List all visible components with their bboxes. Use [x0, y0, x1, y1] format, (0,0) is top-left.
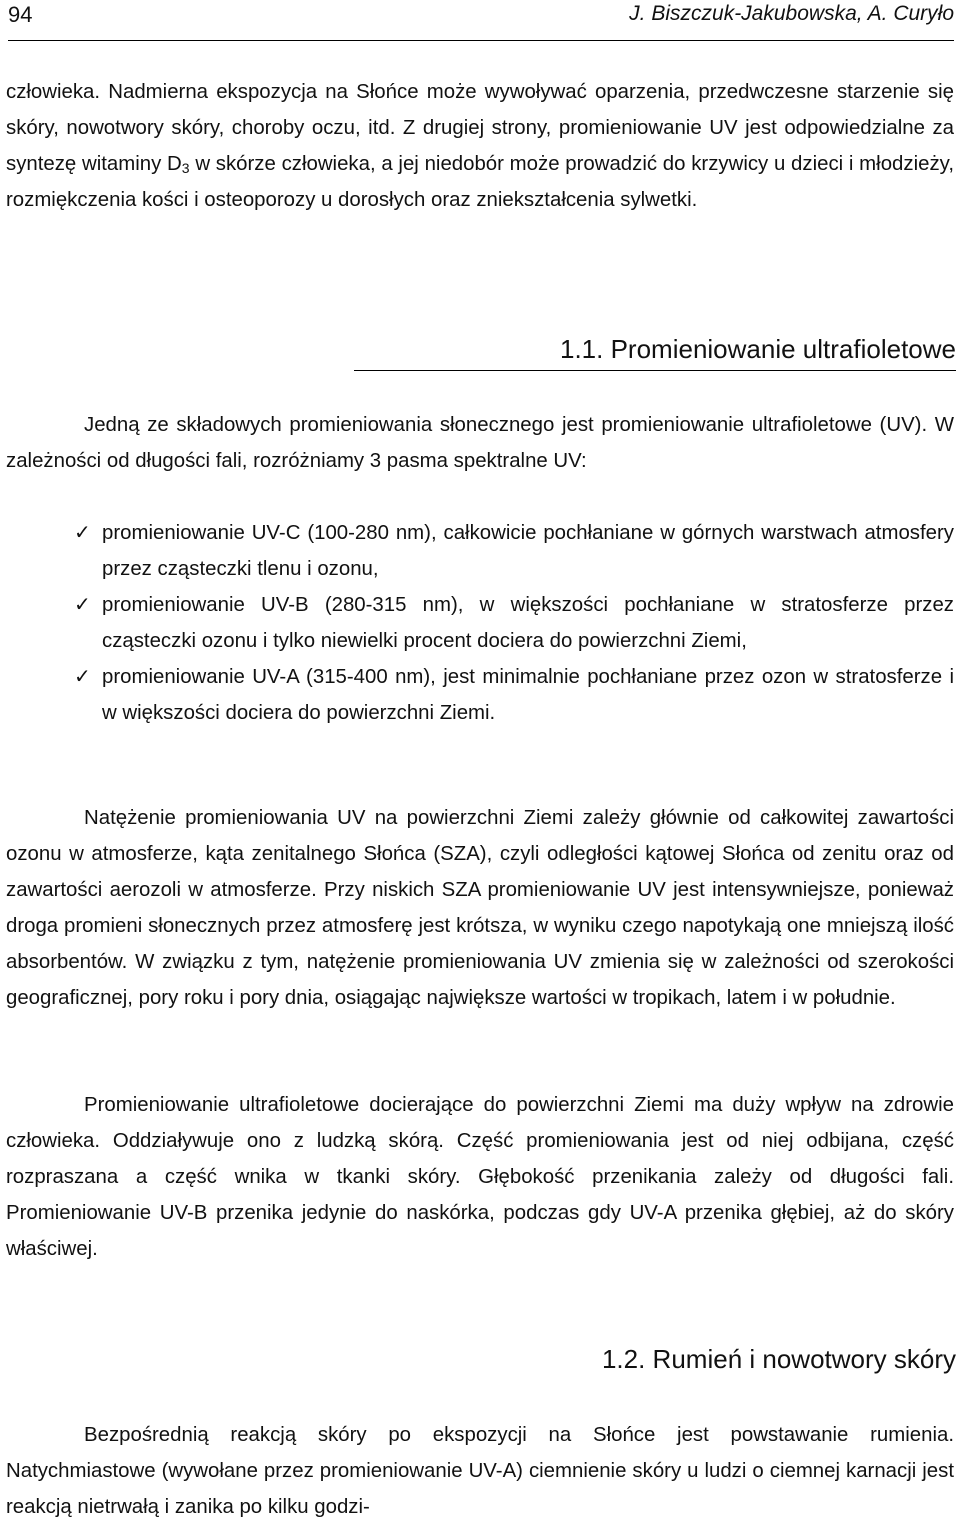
checkmark-icon: ✓ [74, 666, 91, 688]
section-1-2-heading: 1.2. Rumień i nowotwory skóry [601, 1344, 956, 1374]
vitamin-d-subscript: 3 [181, 160, 190, 176]
list-item-text: promieniowanie UV-A (315-400 nm), jest minimalnie pochłaniane przez ozon w stratosferze i w większości dociera do powierzchni Ziemi. [102, 666, 954, 724]
section-1-2-heading-block [602, 1342, 956, 1376]
section-1-1-heading: 1.1. Promieniowanie ultrafioletowe [560, 334, 956, 364]
list-item-uv-b [74, 587, 954, 659]
section-1-2-paragraph-1: Bezpośrednią reakcją skóry po ekspozycji na Słońce jest powstawanie rumienia. Natychmiastowe (wywołane przez promieniowanie UV-A) ciemnienie skóry u ludzi o ciemnej karnacji jest reakcją nietrwałą i zanika po kilku godzi- [6, 1424, 954, 1518]
list-item-uv-a [74, 659, 954, 731]
intro-text-part-1: człowieka. Nadmierna ekspozycja na Słońce może wywoływać oparzenia, przedwczesne starzenie się skóry, nowotwory skóry, choroby oczu, itd. Z drugiej strony, promieniowanie UV jest odpowiedzialne za syntezę witaminy D [6, 81, 954, 175]
checkmark-icon: ✓ [74, 594, 91, 616]
section-1-1-paragraph-2: Natężenie promieniowania UV na powierzchni Ziemi zależy głównie od całkowitej zawartości ozonu w atmosferze, kąta zenitalnego Słońca (SZA), czyli odległości kątowej Słońca od zenitu oraz od zawartości aerozoli w atmosferze. Przy niskich SZA promieniowanie UV jest intensywniejsze, ponieważ droga promieni słonecznych przez atmosferę jest krótsza, w wyniku czego napotykają one mniejszą ilość absorbentów. W związku z tym, natężenie promieniowania UV zmienia się w zależności od szerokości geograficznej, pory roku i pory dnia, osiągając największe wartości w tropikach, latem i w południe. [6, 807, 954, 1009]
intro-text-part-2: w skórze człowieka, a jej niedobór może prowadzić do krzywicy u dzieci i młodzieży, rozmiękczenia kości i osteoporozy u dorosłych oraz zniekształcenia sylwetki. [6, 153, 954, 211]
section-1-1-intro: Jedną ze składowych promieniowania słonecznego jest promieniowanie ultrafioletowe (UV). W zależności od długości fali, rozróżniamy 3 pasma spektralne UV: [6, 414, 954, 472]
checkmark-icon: ✓ [74, 522, 91, 544]
list-item-text: promieniowanie UV-B (280-315 nm), w większości pochłaniane w stratosferze przez cząsteczki ozonu i tylko niewielki procent dociera do powierzchni Ziemi, [102, 594, 954, 652]
list-item-text: promieniowanie UV-C (100-280 nm), całkowicie pochłaniane w górnych warstwach atmosfery przez cząsteczki tlenu i ozonu, [102, 522, 954, 580]
running-head: J. Biszczuk-Jakubowska, A. Curyło [629, 2, 954, 25]
page-header [8, 0, 954, 41]
intro-paragraph [6, 74, 954, 218]
uv-bands-list [74, 515, 954, 731]
list-item-uv-c [74, 515, 954, 587]
section-1-1-paragraph-3: Promieniowanie ultrafioletowe docierające do powierzchni Ziemi ma duży wpływ na zdrowie człowieka. Oddziaływuje ono z ludzką skórą. Część promieniowania jest od niej odbijana, część rozpraszana a część wnika w tkanki skóry. Głębokość przenikania zależy od długości fali. Promieniowanie UV-B przenika jedynie do naskórka, podczas gdy UV-A przenika głębiej, aż do skóry właściwej. [6, 1094, 954, 1260]
page-number: 94 [8, 2, 33, 27]
heading-underline [354, 370, 956, 371]
section-1-1-heading-block [354, 332, 956, 366]
